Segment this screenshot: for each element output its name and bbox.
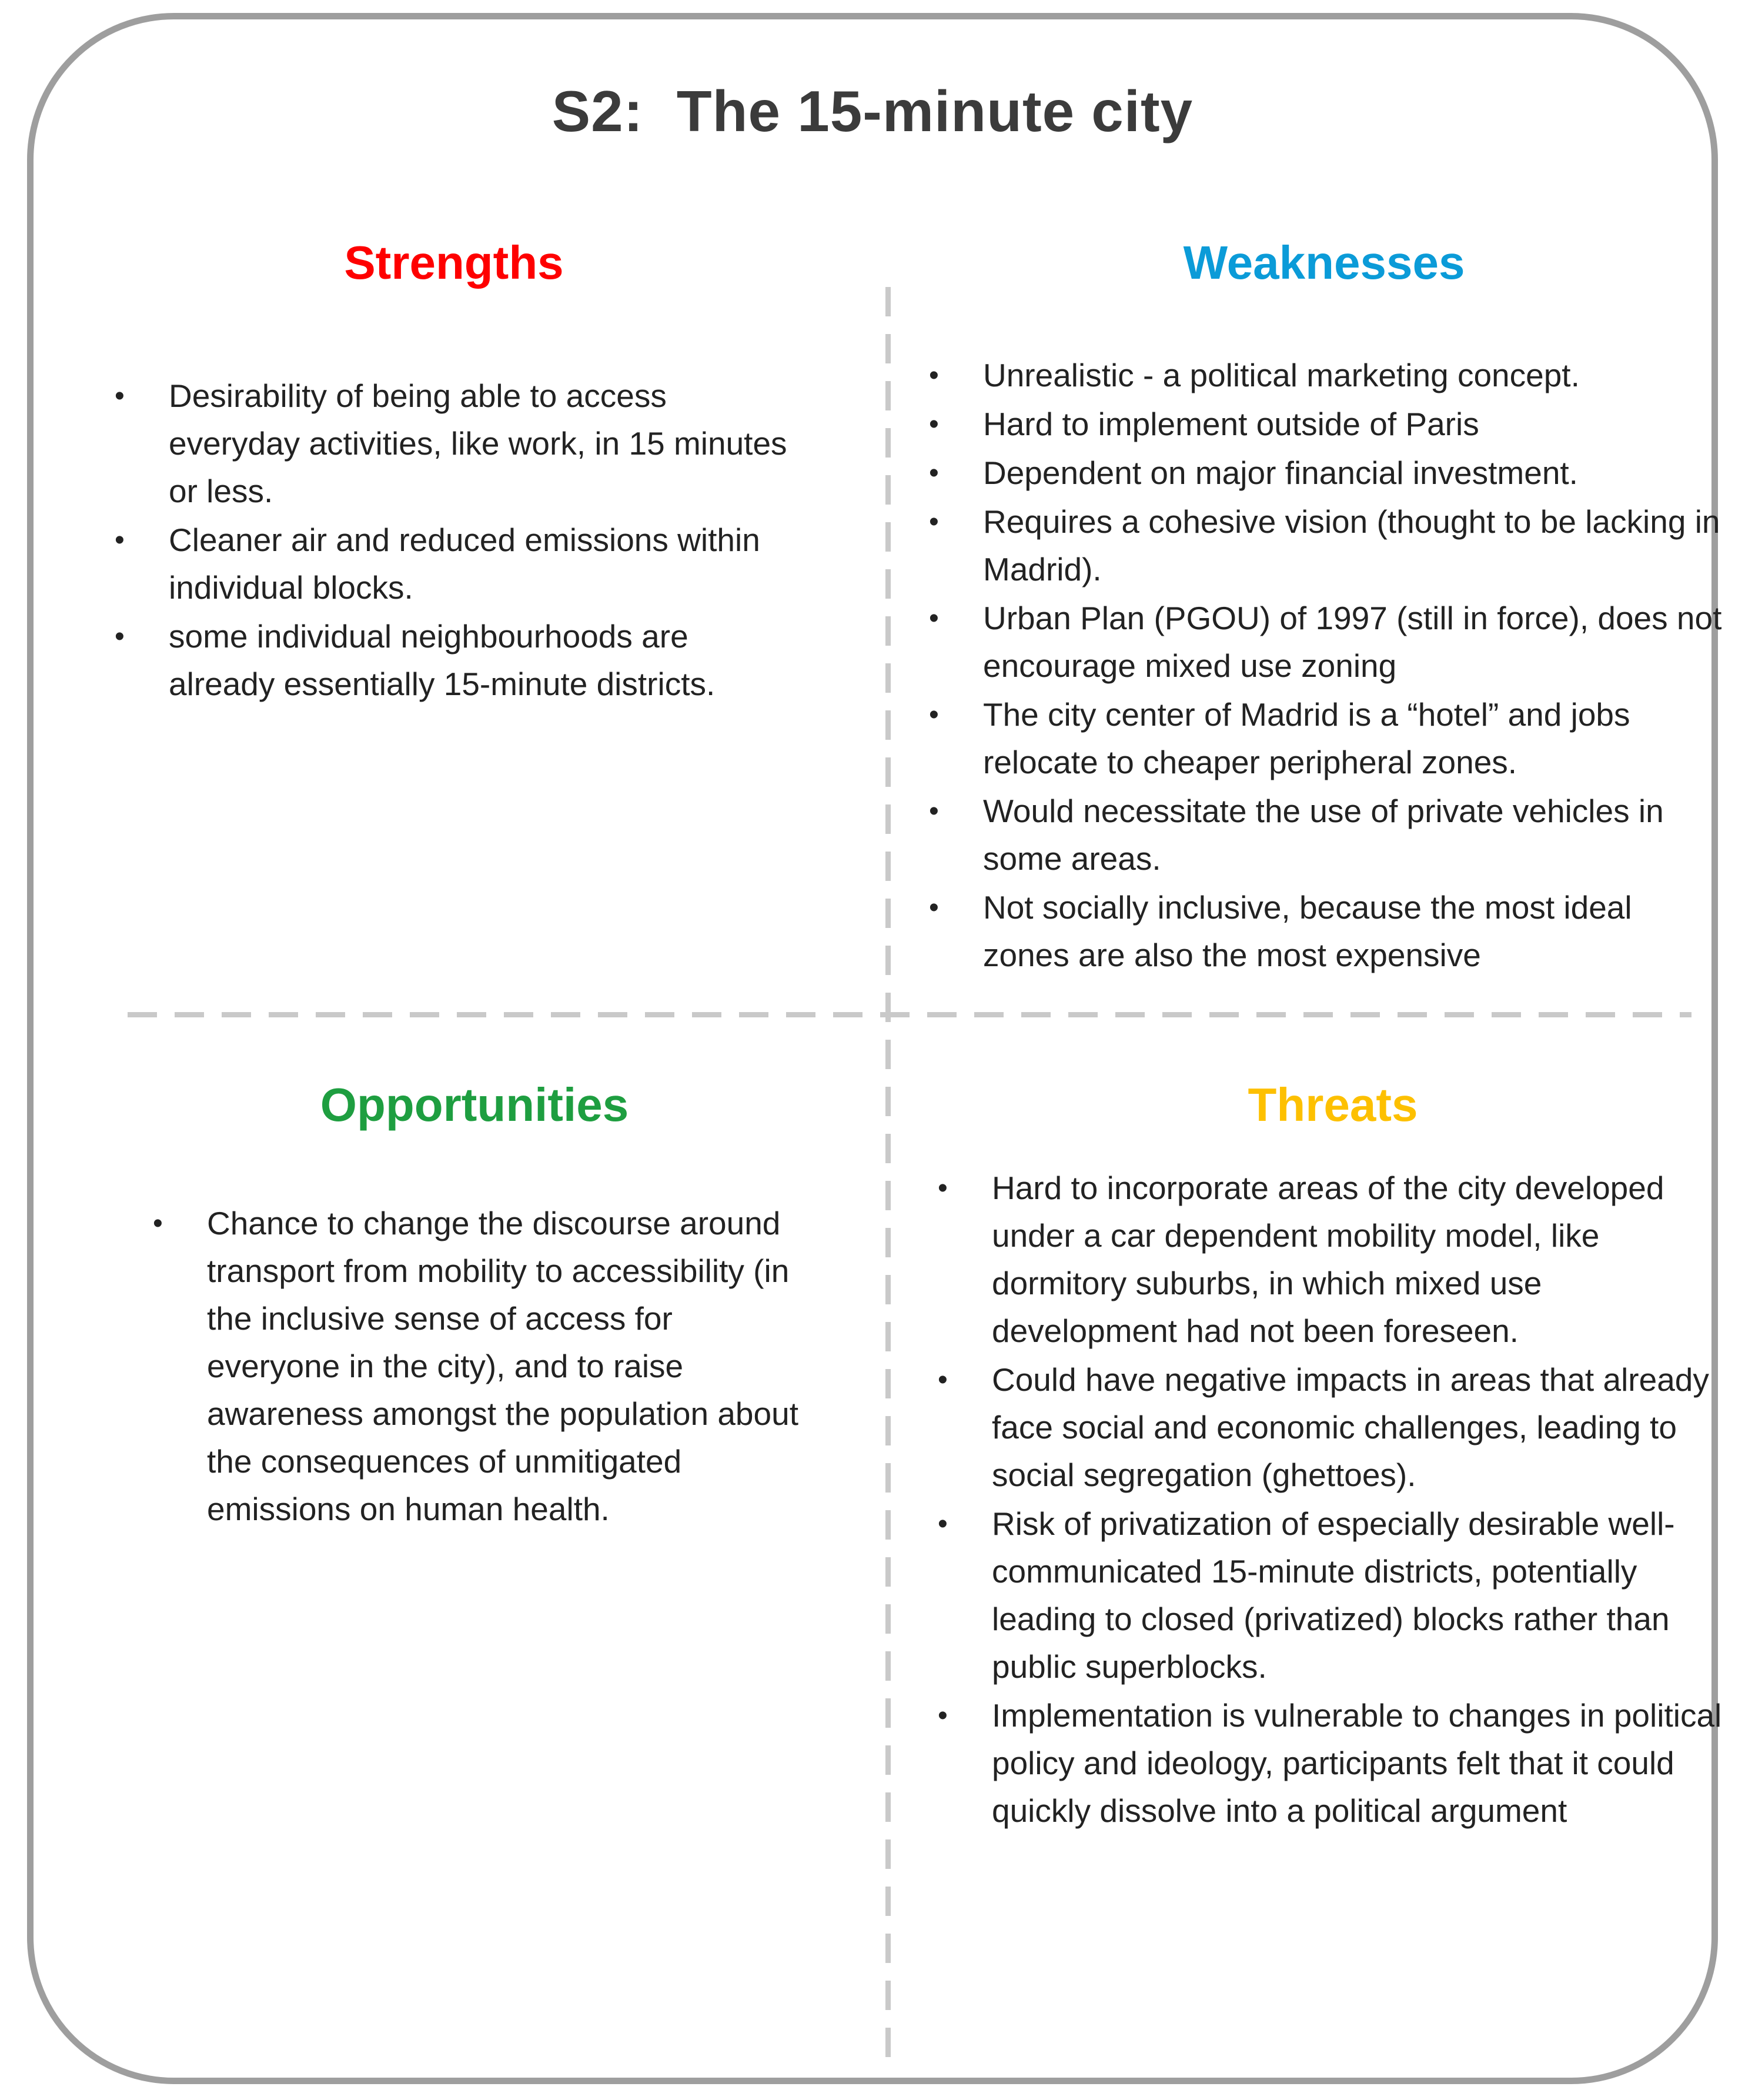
list-item: • Could have negative impacts in areas that already face social and economic challenges, leading to social segregation (ghettoes). — [933, 1356, 1733, 1499]
list-item: • Not socially inclusive, because the most ideal zones are also the most expensive — [924, 884, 1724, 979]
list-item: • Hard to incorporate areas of the city developed under a car dependent mobility model, like dormitory suburbs, in which mixed use development had not been foreseen. — [933, 1164, 1733, 1355]
swot-diagram-frame — [27, 13, 1722, 2084]
opportunities-list — [148, 1200, 801, 1533]
opportunities-heading: Opportunities — [320, 1079, 629, 1131]
vertical-divider — [885, 287, 891, 2075]
list-item: • some individual neighbourhoods are already essentially 15-minute districts. — [110, 613, 798, 708]
strengths-list — [110, 372, 798, 708]
list-item: • Unrealistic - a political marketing concept. — [924, 352, 1724, 399]
list-item: • Chance to change the discourse around transport from mobility to accessibility (in the inclusive sense of access for everyone in the city), and to raise awareness amongst the population about the consequences of unmitigated emissions on human health. — [148, 1200, 801, 1533]
weaknesses-list — [924, 352, 1724, 979]
list-item: • The city center of Madrid is a “hotel” and jobs relocate to cheaper peripheral zones. — [924, 691, 1724, 786]
weaknesses-heading: Weaknesses — [1183, 236, 1465, 289]
weaknesses-quadrant — [924, 236, 1724, 980]
threats-list — [933, 1164, 1733, 1835]
list-item: • Cleaner air and reduced emissions within individual blocks. — [110, 516, 798, 612]
list-item: • Desirability of being able to access everyday activities, like work, in 15 minutes or less. — [110, 372, 798, 515]
list-item: • Implementation is vulnerable to changes in political policy and ideology, participants felt that it could quickly dissolve into a political argument — [933, 1692, 1733, 1835]
list-item: • Risk of privatization of especially desirable well-communicated 15-minute districts, potentially leading to closed (privatized) blocks rather than public superblocks. — [933, 1500, 1733, 1691]
page-title: S2: The 15-minute city — [551, 79, 1194, 143]
list-item: • Requires a cohesive vision (thought to be lacking in Madrid). — [924, 498, 1724, 593]
strengths-heading: Strengths — [344, 236, 564, 289]
list-item: • Hard to implement outside of Paris — [924, 400, 1724, 448]
list-item: • Dependent on major financial investment. — [924, 449, 1724, 497]
list-item: • Urban Plan (PGOU) of 1997 (still in force), does not encourage mixed use zoning — [924, 595, 1724, 690]
threats-quadrant — [933, 1078, 1733, 1836]
opportunities-quadrant — [148, 1078, 801, 1534]
list-item: • Would necessitate the use of private vehicles in some areas. — [924, 787, 1724, 883]
horizontal-divider — [128, 1012, 1691, 1017]
strengths-quadrant — [110, 236, 798, 709]
threats-heading: Threats — [1248, 1079, 1418, 1131]
